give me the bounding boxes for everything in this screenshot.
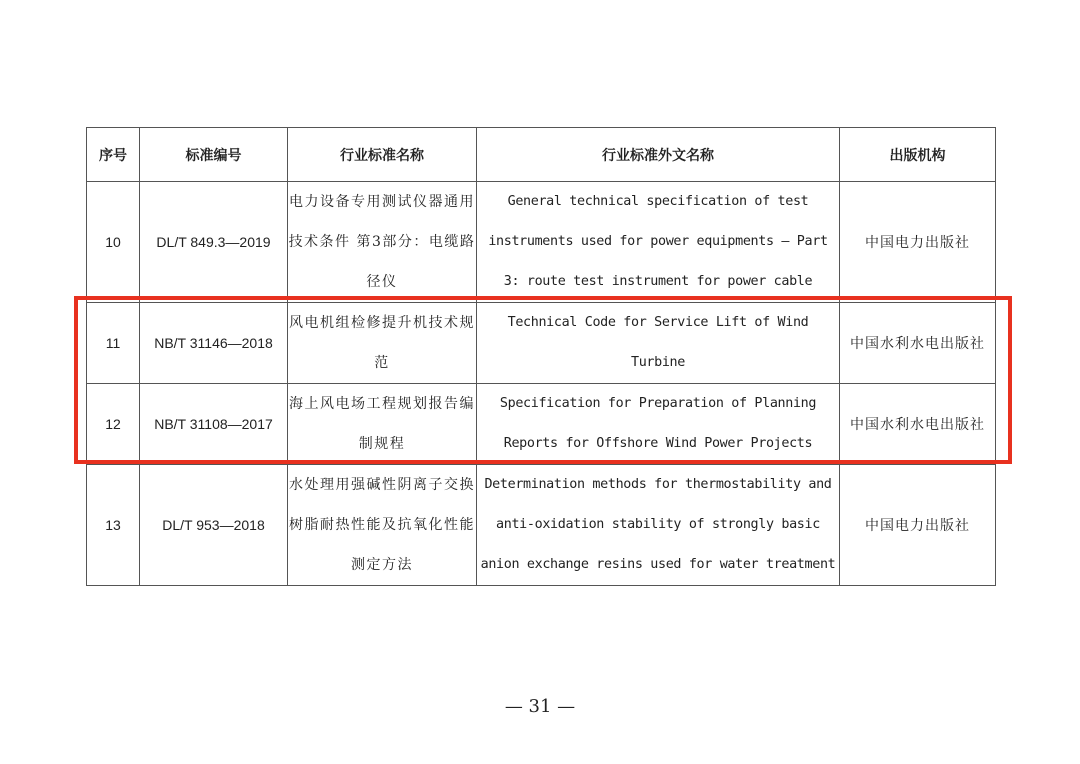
cell-code: NB/T 31108—2017 xyxy=(140,384,288,465)
cell-code: DL/T 849.3—2019 xyxy=(140,182,288,303)
header-name-en: 行业标准外文名称 xyxy=(477,128,840,182)
cell-code: DL/T 953—2018 xyxy=(140,465,288,586)
cell-publisher: 中国水利水电出版社 xyxy=(840,303,996,384)
table-row xyxy=(87,384,996,465)
table-row xyxy=(87,303,996,384)
cell-publisher: 中国电力出版社 xyxy=(840,182,996,303)
page-number: — 31 — xyxy=(504,696,576,717)
header-no: 序号 xyxy=(87,128,140,182)
cell-no: 12 xyxy=(87,384,140,465)
cell-no: 11 xyxy=(87,303,140,384)
header-publisher: 出版机构 xyxy=(840,128,996,182)
cell-no: 10 xyxy=(87,182,140,303)
cell-name-en: Determination methods for thermostability and anti-oxidation stability of strongly basic anion exchange resins used for water treatment xyxy=(477,465,840,586)
cell-code: NB/T 31146—2018 xyxy=(140,303,288,384)
cell-name-cn: 电力设备专用测试仪器通用技术条件 第3部分：电缆路径仪 xyxy=(288,182,477,303)
cell-name-en: Specification for Preparation of Planning Reports for Offshore Wind Power Projects xyxy=(477,384,840,465)
cell-publisher: 中国水利水电出版社 xyxy=(840,384,996,465)
cell-publisher: 中国电力出版社 xyxy=(840,465,996,586)
header-code: 标准编号 xyxy=(140,128,288,182)
table-row xyxy=(87,465,996,586)
cell-name-cn: 风电机组检修提升机技术规范 xyxy=(288,303,477,384)
cell-no: 13 xyxy=(87,465,140,586)
cell-name-cn: 水处理用强碱性阴离子交换树脂耐热性能及抗氧化性能测定方法 xyxy=(288,465,477,586)
table-row xyxy=(87,182,996,303)
cell-name-en: Technical Code for Service Lift of Wind Turbine xyxy=(477,303,840,384)
cell-name-cn: 海上风电场工程规划报告编制规程 xyxy=(288,384,477,465)
table-header-row xyxy=(87,128,996,182)
header-name-cn: 行业标准名称 xyxy=(288,128,477,182)
cell-name-en: General technical specification of test instruments used for power equipments — Part 3: route test instrument for power cable xyxy=(477,182,840,303)
standards-table xyxy=(86,127,996,586)
